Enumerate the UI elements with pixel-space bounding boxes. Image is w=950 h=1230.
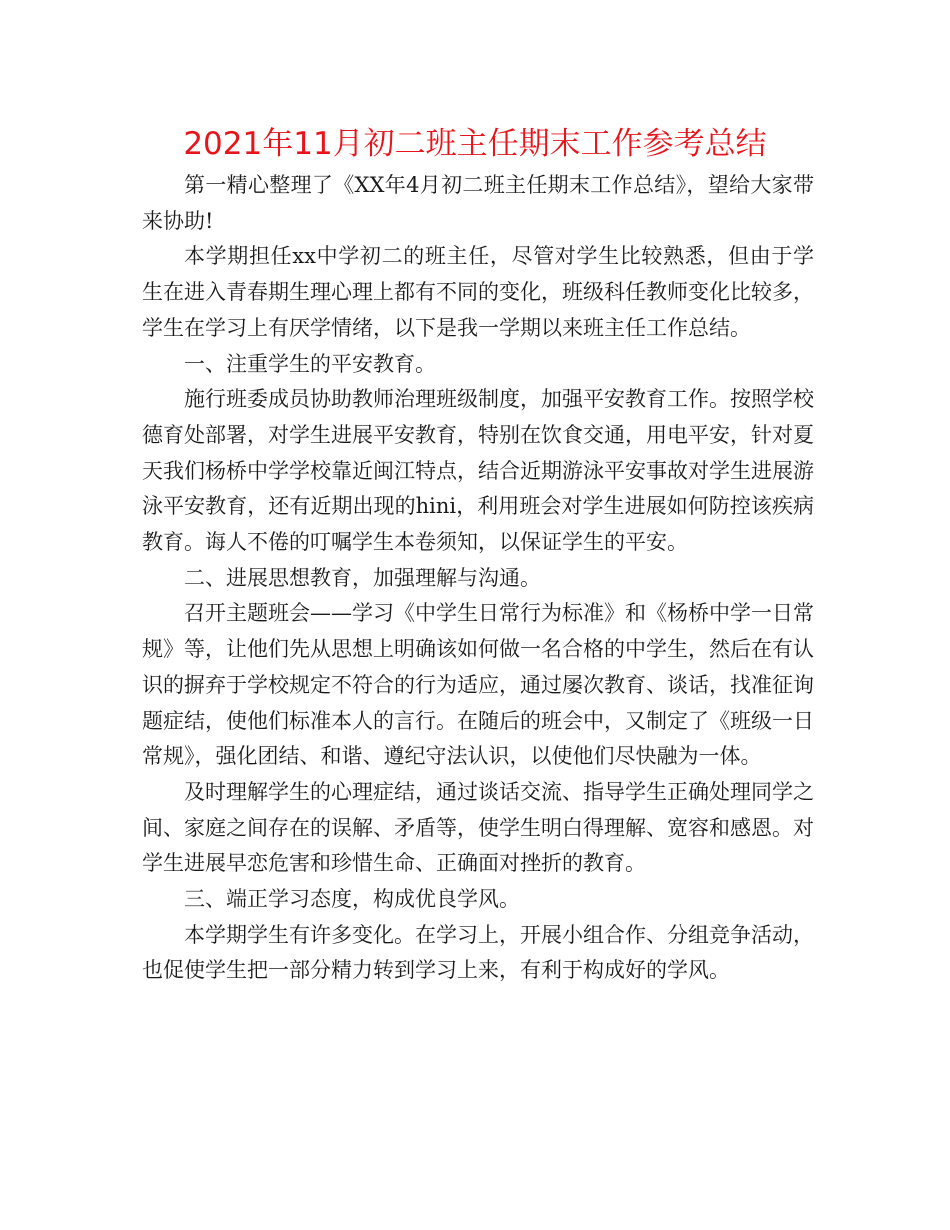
paragraph-safety: 施行班委成员协助教师治理班级制度，加强平安教育工作。按照学校德育处部署，对学生进展平安教育，特别在饮食交通，用电平安，针对夏天我们杨桥中学学校靠近闽江特点，结合近期游泳平安事故对学生进展游泳平安教育，还有近期出现的hini，利用班会对学生进展如何防控该疾病教育。诲人不倦的叮嘱学生本卷须知，以保证学生的平安。 [142,387,814,555]
paragraph-overview: 本学期担任xx中学初二的班主任，尽管对学生比较熟悉，但由于学生在进入青春期生理心理上都有不同的变化，班级科任教师变化比较多，学生在学习上有厌学情绪，以下是我一学期以来班主任工作总结。 [142,244,814,340]
section-heading-ideology: 二、进展思想教育，加强理解与沟通。 [184,565,541,590]
paragraph-psychology: 及时理解学生的心理症结，通过谈话交流、指导学生正确处理同学之间、家庭之间存在的误解、矛盾等，使学生明白得理解、宽容和感恩。对学生进展早恋危害和珍惜生命、正确面对挫折的教育。 [142,779,814,876]
section-heading-study: 三、端正学习态度，构成优良学风。 [184,887,520,912]
document-body [142,168,814,989]
document-title: 2021年11月初二班主任期末工作参考总结 [183,126,767,162]
paragraph-class-meeting: 召开主题班会——学习《中学生日常行为标准》和《杨桥中学一日常规》等，让他们先从思想上明确该如何做一名合格的中学生，然后在有认识的摒弃于学校规定不符合的行为适应，通过屡次教育、谈话，找准征询题症结，使他们标准本人的言行。在随后的班会中，又制定了《班级一日常规》，强化团结、和谐、遵纪守法认识，以使他们尽快融为一体。 [142,601,814,769]
section-heading-safety: 一、注重学生的平安教育。 [184,351,436,376]
paragraph-intro: 第一精心整理了《XX年4月初二班主任期末工作总结》，望给大家带来协助! [142,173,814,233]
paragraph-study: 本学期学生有许多变化。在学习上，开展小组合作、分组竞争活动，也促使学生把一部分精力转到学习上来，有利于构成好的学风。 [142,922,814,983]
